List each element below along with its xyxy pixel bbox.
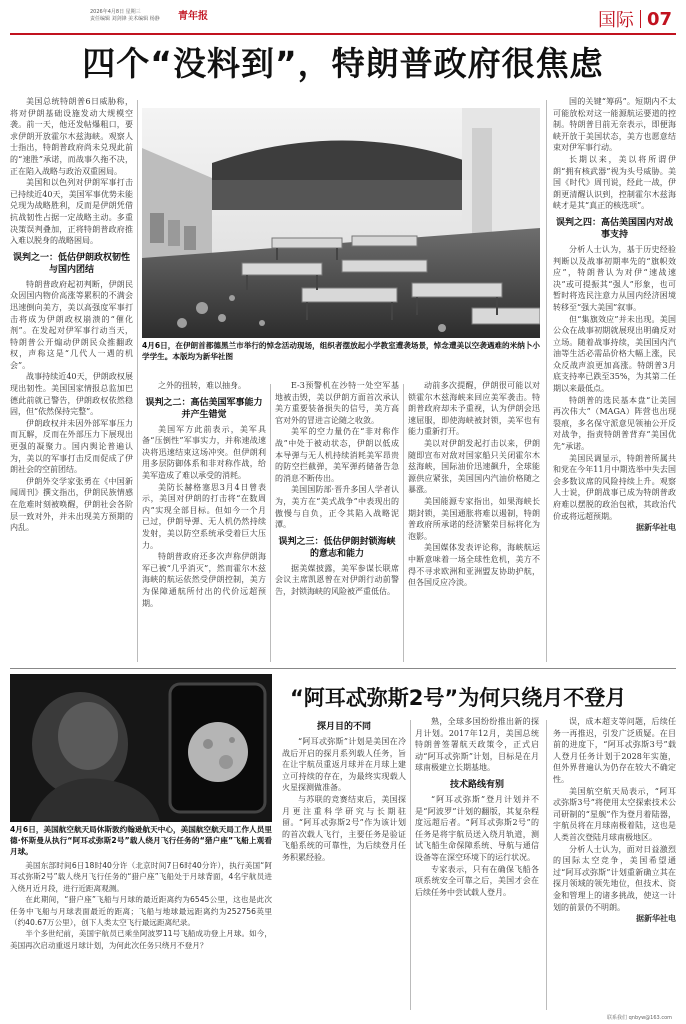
paragraph: “阿耳忒弥斯”计划是美国在冷战后开启的探月系列载人任务，旨在让宇航员重返月球并在月球上建立可持续的存在，为最终实现载人火星探测做准备。 bbox=[282, 737, 406, 793]
artemis-lead bbox=[10, 860, 272, 1010]
article-column-4 bbox=[408, 380, 540, 666]
bureau-credit: 据新华社电 bbox=[636, 523, 676, 533]
bureau-credit: 据新华社电 bbox=[636, 914, 676, 924]
dateline-editors: 责任编辑 刘剑锋 美术编辑 杨静 bbox=[90, 16, 160, 22]
column-rule bbox=[137, 100, 138, 662]
paragraph: 据美媒披露，美军参谋长联席会议主席凯恩曾在对伊朗行动前警告，封锁海峡的风险被严重低估。 bbox=[275, 563, 399, 596]
paragraph: 战事持续近40天，伊朗政权展现出韧性。美国国家情报总监加巴德此前就已警告，伊朗政权依然稳固，但“依然保持完整”。 bbox=[10, 372, 133, 417]
paragraph: E-3预警机在沙特一处空军基地被击毁，美以伊朗方面首次承认美方重要装备损失的信号，美方高官对外的冒进言论随之收敛。 bbox=[275, 381, 399, 425]
artemis-photo-caption: 4月6日，美国航空航天局休斯敦约翰逊航天中心，美国航空航天局工作人员里德·怀斯曼从执行“阿耳忒弥斯2号”载人绕月飞行任务的“猎户座”飞船上观看月球。 bbox=[10, 825, 272, 856]
paragraph: 美国总统特朗普6日威胁称，将对伊朗基础设施发动大规模空袭。前一天，他还发帖爆粗口，要求伊朗开放霍尔木兹海峡。观察人士指出，特朗普政府尚未兑现此前的“速胜”承诺，而战事久拖不决，正在陷入战略与政治双重困局。 bbox=[10, 97, 133, 176]
paragraph: 长期以来，美以将所谓伊朗“拥有核武器”视为头号威胁。美国《时代》周刊说，经此一战，伊朗更清醒认识到，控制霍尔木兹海峡才是其“真正的核选项”。 bbox=[553, 154, 676, 211]
subheading-misjudgment-4: 误判之四：高估美国国内对战事支持 bbox=[555, 217, 673, 240]
paragraph: 美防长赫格塞思3月4日曾表示，美国对伊朗的打击将“在数周内”实现全部目标。但如今一个月已过，伊朗导弹、无人机仍然持续发射，美以防空系统承受着巨大压力。 bbox=[142, 482, 266, 550]
paragraph: 伊朗外交学家张勇在《中国新闻周刊》撰文指出，伊朗民族情感在危难时刻被唤醒，伊朗社会各阶层一致对外，并未出现美方预期的内乱。 bbox=[10, 476, 133, 533]
section-divider-line bbox=[10, 668, 676, 669]
paragraph: 特朗普的选民基本盘“让美国再次伟大”（MAGA）阵营也出现裂痕，多名保守派意见领袖公开反对战争，指责特朗普背弃“美国优先”承诺。 bbox=[553, 395, 676, 452]
artemis-photo bbox=[10, 674, 272, 822]
main-photo bbox=[142, 108, 540, 338]
paragraph: 但“集旗效应”并未出现。美国公众在战事初期就展现出明确反对立场。随着战事持续，美国国内汽油等生活必需品价格大幅上涨，民众反战声浪更加高涨。特朗普3月底支持率已跌至35%，为其第二任期以来最低点。 bbox=[553, 314, 676, 394]
subheading-misjudgment-1: 误判之一：低估伊朗政权韧性与国内团结 bbox=[12, 252, 130, 275]
paragraph: 在此期间，“猎户座”飞船与月球的最近距离约为6545公里，这也是此次任务中飞船与月球表面最近的距离；飞船与地球最远距离约为252756英里（约40.67万公里），创下人类太空飞行最远距离纪录。 bbox=[10, 895, 272, 928]
top-rule bbox=[10, 33, 676, 35]
dateline-date: 2026年4月8日 星期三 bbox=[90, 9, 141, 15]
article-column-1 bbox=[10, 96, 133, 666]
paragraph: 美国民调显示，特朗普所属共和党在今年11月中期选举中失去国会多数议席的风险持续上升。观察人士说，伊朗战事已成为特朗普政府难以摆脱的政治包袱，其政治代价或将远超预期。 bbox=[553, 453, 676, 521]
artemis-photo-image bbox=[10, 674, 272, 822]
dateline bbox=[90, 9, 180, 23]
article-column-2 bbox=[142, 380, 266, 666]
paragraph: 美国东部时间6日18时40分许（北京时间7日6时40分许），执行美国“阿耳忒弥斯2号”载人绕月飞行任务的“猎户座”飞船处于月球背面，4名宇航员进入绕月近月段，进行近距离观测。 bbox=[10, 861, 272, 893]
paragraph: 与苏联的竞赛结束后，美国探月更注重科学研究与长期驻留。“阿耳忒弥斯2号”作为该计划的首次载人飞行，主要任务是验证飞船系统的可靠性，为后续登月任务积累经验。 bbox=[282, 794, 406, 862]
paragraph: 美国媒体发表评论称，海峡航运中断意味着一场全球性危机，美方不得不寻求欧洲和亚洲盟友协助护航，但各国反应冷淡。 bbox=[408, 543, 540, 588]
column-rule bbox=[546, 100, 547, 662]
artemis-column-b bbox=[415, 716, 539, 1010]
paragraph: 美国航空航天局表示，“阿耳忒弥斯3号”将使用太空探索技术公司研制的“星舰”作为登月着陆器，宇航员将在月球南极着陆，这也是人类首次登陆月球南极地区。 bbox=[553, 786, 676, 842]
page-number: 07 bbox=[646, 8, 672, 30]
main-headline: 四个“没料到”，特朗普政府很焦虑 bbox=[82, 44, 604, 83]
subheading-misjudgment-2: 误判之二：高估美国军事能力并产生错觉 bbox=[145, 397, 263, 420]
subheading-purpose: 探月目的不同 bbox=[316, 722, 371, 732]
paragraph: 动前多次提醒，伊朗很可能以对锁霍尔木兹海峡来回应美军袭击。特朗普政府却未予重视，认为伊朗会迅速屈服，即使海峡被封锁，美军也有能力重新打开。 bbox=[408, 381, 540, 437]
paragraph: 国的关键“筹码”。短期内不太可能放松对这一能源航运要道的控制。特朗普目前无奈表示，即便海峡开放于美国状态，美方也愿意结束对伊军事行动。 bbox=[553, 97, 676, 153]
paragraph: 专家表示，只有在确保飞船各项系统安全可靠之后，美国才会在后续任务中尝试载人登月。 bbox=[415, 864, 539, 897]
article-column-5 bbox=[553, 96, 676, 666]
paragraph: 之外的扭转，难以抽身。 bbox=[158, 381, 246, 390]
paragraph: 半个多世纪前，美国宇航员已乘坐阿波罗11号飞船成功登上月球。如今，美国再次启动重返月球计划，为何此次任务只绕月不登月？ bbox=[10, 929, 272, 950]
section-label bbox=[598, 8, 672, 30]
artemis-column-a bbox=[282, 716, 406, 1010]
column-rule bbox=[546, 720, 547, 1010]
main-photo-image bbox=[142, 108, 540, 338]
section-name: 国际 bbox=[597, 10, 634, 31]
paragraph: 美国军方此前表示，美军具备“压倒性”军事实力，并称速战速决将迅速结束这场冲突。但伊朗利用多层防御体系和非对称作战，给美军造成了难以承受的消耗。 bbox=[142, 424, 266, 480]
paragraph: 伊朗政权并未因外部军事压力而瓦解，反而在外部压力下展现出更强的凝聚力。国内舆论普遍认为，美以的军事打击反而促成了伊朗社会的空前团结。 bbox=[10, 418, 133, 475]
artemis-column-c bbox=[553, 716, 676, 1010]
subheading-misjudgment-3: 误判之三：低估伊朗封锁海峡的意志和能力 bbox=[278, 536, 396, 559]
subheading-technology: 技术路线有别 bbox=[449, 779, 504, 790]
paragraph: 熟，全球多国纷纷推出新的探月计划。2017年12月，美国总统特朗普签署航天政策令，正式启动“阿耳忒弥斯”计划，目标是在月球南极建立长期基地。 bbox=[415, 717, 539, 773]
paragraph: 分析人士认为，面对日益激烈的国际太空竞争，美国希望通过“阿耳忒弥斯”计划重新确立其在探月领域的领先地位，但技术、资金和管理上的诸多挑战，使这一计划的前景仍不明朗。 bbox=[553, 844, 676, 912]
paragraph: 特朗普政府还多次声称伊朗海军已被“几乎消灭”，然而霍尔木兹海峡的航运依然受伊朗控制，美方为保障通航所付出的代价远超预期。 bbox=[142, 552, 266, 608]
paragraph: 误，成本超支等问题，后续任务一再推迟，引发广泛质疑。在目前的进度下，“阿耳忒弥斯3号”载人登月任务计划于2028年实施，但外界普遍认为仍存在较大不确定性。 bbox=[553, 717, 676, 784]
paragraph: 分析人士认为，基于历史经验判断以及战事初期率先的“旗帜效应”，特朗普认为对伊“速战速决”或可提振其“强人”形象，也可暂时将选民注意力从国内经济困境转移至“强大美国”叙事。 bbox=[553, 244, 676, 312]
paper-logo: 青年报 bbox=[178, 11, 208, 22]
paragraph: 美国国防部·晋升多国人学者认为，美方在“美式战争”中表现出的傲慢与自负，正令其陷入战略泥潭。 bbox=[275, 485, 399, 530]
main-photo-caption: 4月6日，在伊朗首都德黑兰市举行的悼念活动现场，组织者摆放起小学教室遭袭场景，悼念遭美以空袭遇难的米纳卜小学学生。本版均为新华社图 bbox=[142, 341, 540, 361]
column-rule bbox=[410, 720, 411, 1010]
paragraph: 特朗普政府起初判断，伊朗民众因国内物价高涨等累积的不满会迅速倒向美方，美以高强度军事打击将成为伊朗政权崩溃的“催化剂”。在发起对伊军事行动当天，特朗普公开煽动伊朗民众推翻政权，声称这是“几代人一遇的机会”。 bbox=[10, 279, 133, 370]
paragraph: “阿耳忒弥斯”登月计划并不是“阿波罗”计划的翻版，其复杂程度远超后者。“阿耳忒弥斯2号”的任务是将宇航员送入绕月轨道，测试飞船生命保障系统、导航与通信设备等在深空环境下的运行状况。 bbox=[415, 794, 539, 862]
paragraph: 美以对伊朗发起打击以来，伊朗随即宣布对敌对国家船只关闭霍尔木兹海峡，国际油价迅速飙升，全球能源供应紧张，美国国内汽油价格随之暴涨。 bbox=[408, 438, 540, 495]
article-column-3 bbox=[275, 380, 399, 666]
footer-contact: 联系我们 qnbyw@163.com bbox=[607, 1015, 672, 1021]
paragraph: 美国能源专家指出，如果海峡长期封锁，美国通胀将难以遏制，特朗普政府所承诺的经济繁荣目标将化为泡影。 bbox=[408, 496, 540, 541]
section-divider bbox=[640, 10, 641, 28]
column-rule bbox=[403, 384, 404, 662]
artemis-headline: “阿耳忒弥斯2号”为何只绕月不登月 bbox=[290, 686, 627, 710]
paragraph: 美军的空力量仍在“非对称作战”中处于被动状态，伊朗以低成本导弹与无人机持续消耗美军昂贵的防空拦截弹，美军弹药储备告急的消息不断传出。 bbox=[275, 427, 399, 483]
paragraph: 美国和以色列对伊朗军事打击已持续近40天，美国军事优势未能兑现为战略胜利，反而是伊朗凭借抗战韧性占据一定战略主动。多重决策误判叠加，正将特朗普政府推入难以脱身的战略困局。 bbox=[10, 178, 133, 246]
masthead bbox=[0, 0, 686, 32]
column-rule bbox=[270, 384, 271, 662]
